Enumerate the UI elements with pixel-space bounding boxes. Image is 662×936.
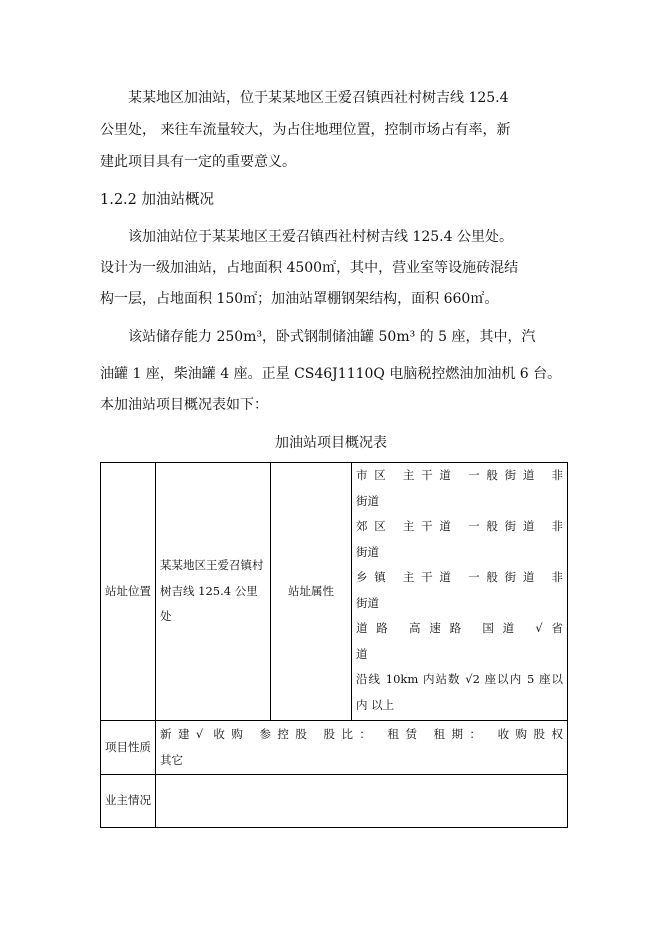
project-nature-options [156,721,568,775]
para2-line-3: 构一层，占地面积 150㎡；加油站罩棚钢架结构，面积 660㎡。 [100,291,499,307]
table-row-owner-info [101,775,568,828]
table-row-site-location [101,463,568,721]
site-attribute-line: 郊区 主干道 一般街道 非 [356,519,563,533]
para3-line-1: 该站储存能力 250m³，卧式钢制储油罐 50m³ 的 5 座，其中，汽 [128,329,536,345]
intro-line-1: 某某地区加油站，位于某某地区王爱召镇西社村树吉线 125.4 [128,90,509,106]
section-heading: 1.2.2 加油站概况 [100,192,215,208]
site-location-label: 站址位置 [101,463,156,721]
para3-line-3: 本加油站项目概况表如下： [100,397,268,413]
project-overview-table [100,462,568,828]
site-attribute-label: 站址属性 [271,463,352,721]
table-caption: 加油站项目概况表 [275,435,387,451]
site-attribute-line: 道路 高速路 国道 √省 [356,621,563,635]
site-attribute-line: 市区 主干道 一般街道 非 [356,468,563,482]
para3-line-2: 油罐 1 座，柴油罐 4 座。正星 CS46J1110Q 电脑税控燃油加油机 6 台。 [100,366,562,382]
site-attribute-line: 沿线 10km 内站数 √2 座以内 5 座以 [356,672,563,686]
intro-line-2: 公里处， 来往车流量较大，为占住地理位置，控制市场占有率，新 [100,122,511,138]
para2-line-2: 设计为一级加油站，占地面积 4500㎡，其中，营业室等设施砖混结 [100,260,519,276]
site-attribute-line: 内 以上 [356,697,395,712]
site-attribute-line: 街道 [356,544,379,559]
owner-info-value [156,775,568,828]
project-nature-line-2: 其它 [160,752,183,767]
table-row-project-nature [101,721,568,775]
project-nature-label: 项目性质 [101,721,156,775]
project-nature-line-1: 新建√ 收购 参控股 股比： 租赁 租期： 收购股权 [160,727,563,741]
intro-line-3: 建此项目具有一定的重要意义。 [100,154,296,170]
site-attribute-line: 街道 [356,493,379,508]
site-attribute-options [352,463,568,721]
site-location-value: 某某地区王爱召镇村树吉线 125.4 公里处 [156,463,271,721]
para2-line-1: 该加油站位于某某地区王爱召镇西社村树吉线 125.4 公里处。 [128,229,513,245]
site-attribute-line: 道 [356,646,368,661]
owner-info-label: 业主情况 [101,775,156,828]
site-attribute-line: 街道 [356,595,379,610]
site-attribute-line: 乡镇 主干道 一般街道 非 [356,570,563,584]
